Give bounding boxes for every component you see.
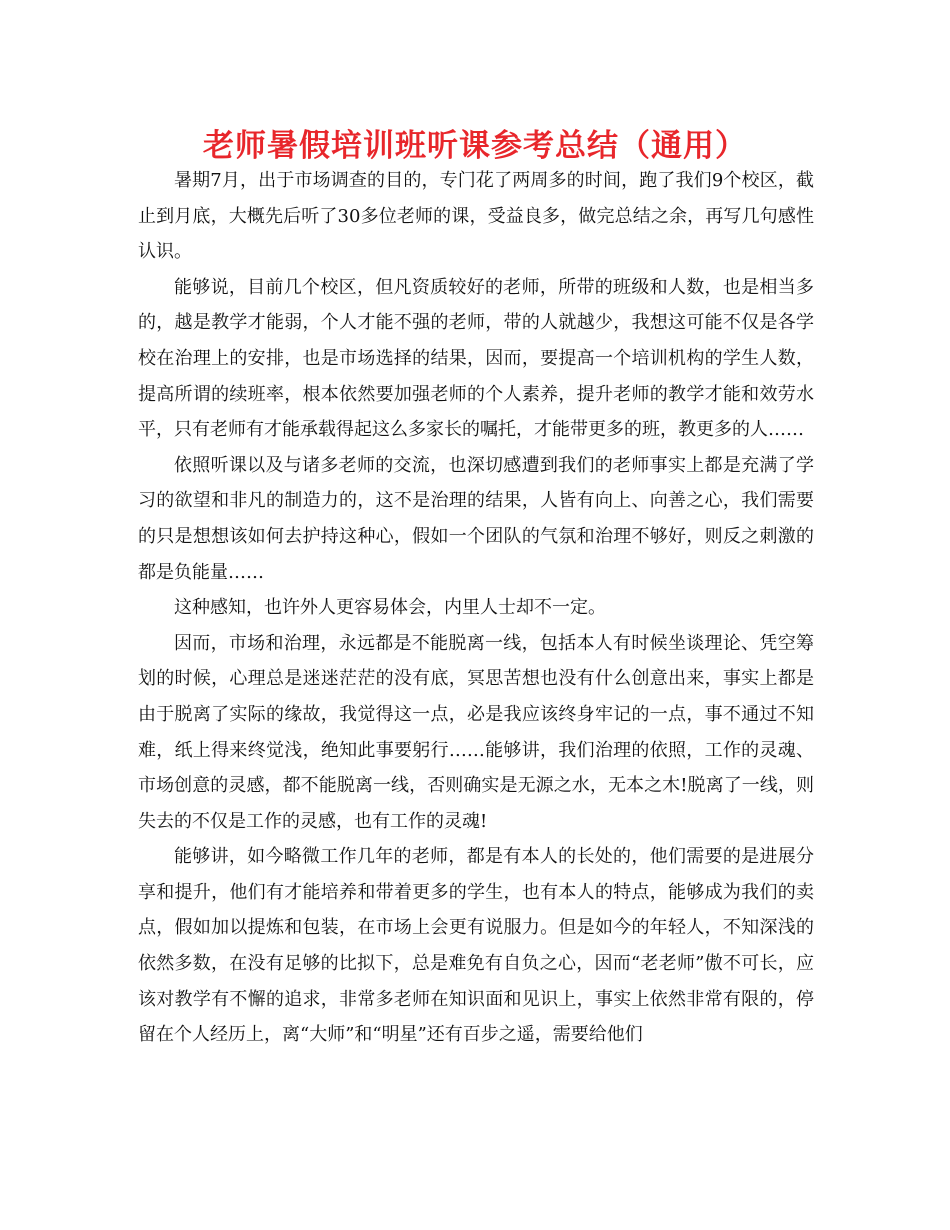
paragraph: 能够讲，如今略微工作几年的老师，都是有本人的长处的，他们需要的是进展分享和提升，他们有才能培养和带着更多的学生，也有本人的特点，能够成为我们的卖点，假如加以提炼和包装，在市场上会更有说服力。但是如今的年轻人，不知深浅的依然多数，在没有足够的比拟下，总是难免有自负之心，因而“老老师”傲不可长，应该对教学有不懈的追求，非常多老师在知识面和见识上，事实上依然非常有限的，停留在个人经历上，离“大师”和“明星”还有百步之遥，需要给他们 (138, 846, 814, 1046)
document-title: 老师暑假培训班听课参考总结（通用） (203, 128, 747, 164)
paragraph: 暑期7月，出于市场调查的目的，专门花了两周多的时间，跑了我们9个校区，截止到月底，大概先后听了30多位老师的课，受益良多，做完总结之余，再写几句感性认识。 (138, 170, 814, 263)
paragraph: 这种感知，也许外人更容易体会，内里人士却不一定。 (174, 597, 606, 619)
paragraph: 依照听课以及与诸多老师的交流，也深切感遭到我们的老师事实上都是充满了学习的欲望和非凡的制造力的，这不是治理的结果，人皆有向上、向善之心，我们需要的只是想想该如何去护持这种心，假如一个团队的气氛和治理不够好，则反之刺激的都是负能量…… (138, 454, 814, 583)
paragraph: 因而，市场和治理，永远都是不能脱离一线，包括本人有时候坐谈理论、凭空筹划的时候，心理总是迷迷茫茫的没有底，冥思苦想也没有什么创意出来，事实上都是由于脱离了实际的缘故，我觉得这一点，必是我应该终身牢记的一点，事不通过不知难，纸上得来终觉浅，绝知此事要躬行……能够讲，我们治理的依照，工作的灵魂、市场创意的灵感，都不能脱离一线，否则确实是无源之水，无本之木!脱离了一线，则失去的不仅是工作的灵感，也有工作的灵魂! (138, 632, 814, 832)
document-body (138, 163, 814, 1053)
paragraph: 能够说，目前几个校区，但凡资质较好的老师，所带的班级和人数，也是相当多的，越是教学才能弱，个人才能不强的老师，带的人就越少，我想这可能不仅是各学校在治理上的安排，也是市场选择的结果，因而，要提高一个培训机构的学生人数，提高所谓的续班率，根本依然要加强老师的个人素养，提升老师的教学才能和效劳水平，只有老师有才能承载得起这么多家长的嘱托，才能带更多的班，教更多的人…… (138, 276, 814, 441)
